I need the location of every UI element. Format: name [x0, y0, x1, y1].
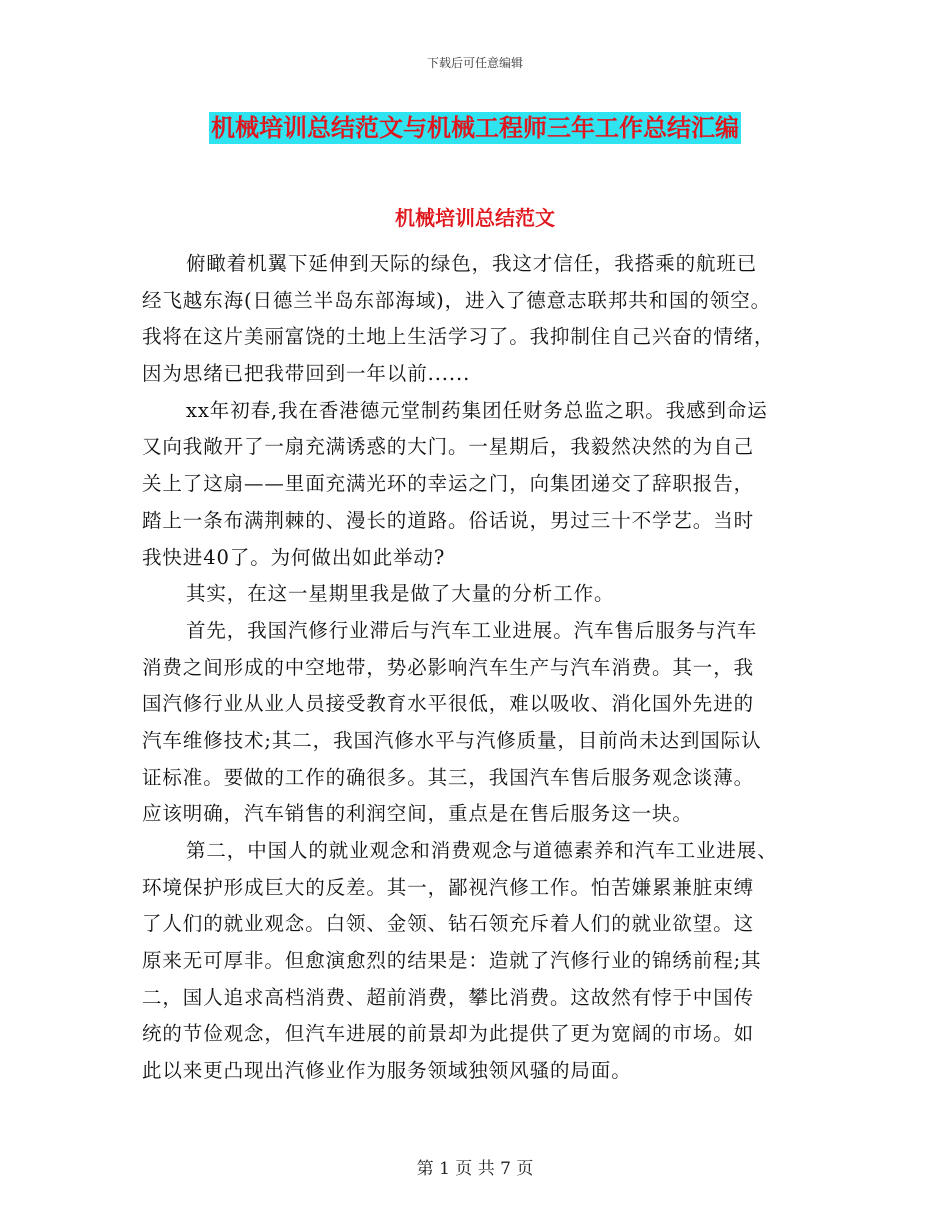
document-title-wrap	[0, 112, 950, 144]
text-line: 第二，中国人的就业观念和消费观念与道德素养和汽车工业进展、	[186, 839, 778, 862]
text-line: 我将在这片美丽富饶的土地上生活学习了。我抑制住自己兴奋的情绪，	[142, 325, 775, 349]
text-line: 俯瞰着机翼下延伸到天际的绿色，我这才信任，我搭乘的航班已	[186, 252, 758, 275]
text-line: 证标准。要做的工作的确很多。其三，我国汽车售后服务观念谈薄。	[142, 765, 755, 789]
text-line: 消费之间形成的中空地带，势必影响汽车生产与汽车消费。其一，我	[142, 655, 755, 679]
text-line: 国汽修行业从业人员接受教育水平很低，难以吸收、消化国外先进的	[142, 692, 755, 716]
text-line: 统的节俭观念，但汽车进展的前景却为此提供了更为宽阔的市场。如	[142, 1022, 755, 1046]
body-text	[142, 246, 817, 1090]
document-title: 机械培训总结范文与机械工程师三年工作总结汇编	[211, 113, 739, 142]
text-line: xx年初春,我在香港德元堂制药集团任财务总监之职。我感到命运	[186, 398, 768, 422]
text-line: 因为思绪已把我带回到一年以前......	[142, 362, 471, 386]
text-line: 此以来更凸现出汽修业作为服务领域独领风骚的局面。	[142, 1059, 632, 1083]
text-line: 环境保护形成巨大的反差。其一，鄙视汽修工作。怕苦嫌累兼脏束缚	[142, 875, 755, 899]
text-line: 原来无可厚非。但愈演愈烈的结果是：造就了汽修行业的锦绣前程;其	[142, 949, 762, 973]
text-line: 经飞越东海(日德兰半岛东部海域)，进入了德意志联邦共和国的领空。	[142, 288, 772, 312]
text-line: 首先，我国汽修行业滞后与汽车工业进展。汽车售后服务与汽车	[186, 618, 758, 642]
text-line: 踏上一条布满荆棘的、漫长的道路。俗话说，男过三十不学艺。当时	[142, 508, 755, 532]
text-line: 了人们的就业观念。白领、金领、钻石领充斥着人们的就业欲望。这	[142, 912, 755, 936]
text-line: 应该明确，汽车销售的利润空间，重点是在售后服务这一块。	[142, 802, 693, 826]
header-note: 下载后可任意编辑	[426, 56, 523, 70]
text-line: 二，国人追求高档消费、超前消费，攀比消费。这故然有悖于中国传	[142, 985, 755, 1009]
text-line: 关上了这扇——里面充满光环的幸运之门，向集团递交了辞职报告，	[142, 472, 755, 496]
text-line: 我快进40了。为何做出如此举动?	[142, 545, 446, 569]
text-line: 汽车维修技术;其二，我国汽修水平与汽修质量，目前尚未达到国际认	[142, 728, 762, 752]
text-line: 其实，在这一星期里我是做了大量的分析工作。	[186, 582, 615, 606]
page-footer: 第 1 页 共 7 页	[416, 1159, 534, 1179]
section-title: 机械培训总结范文	[395, 206, 555, 230]
text-line: 又向我敞开了一扇充满诱惑的大门。一星期后，我毅然决然的为自己	[142, 435, 755, 459]
